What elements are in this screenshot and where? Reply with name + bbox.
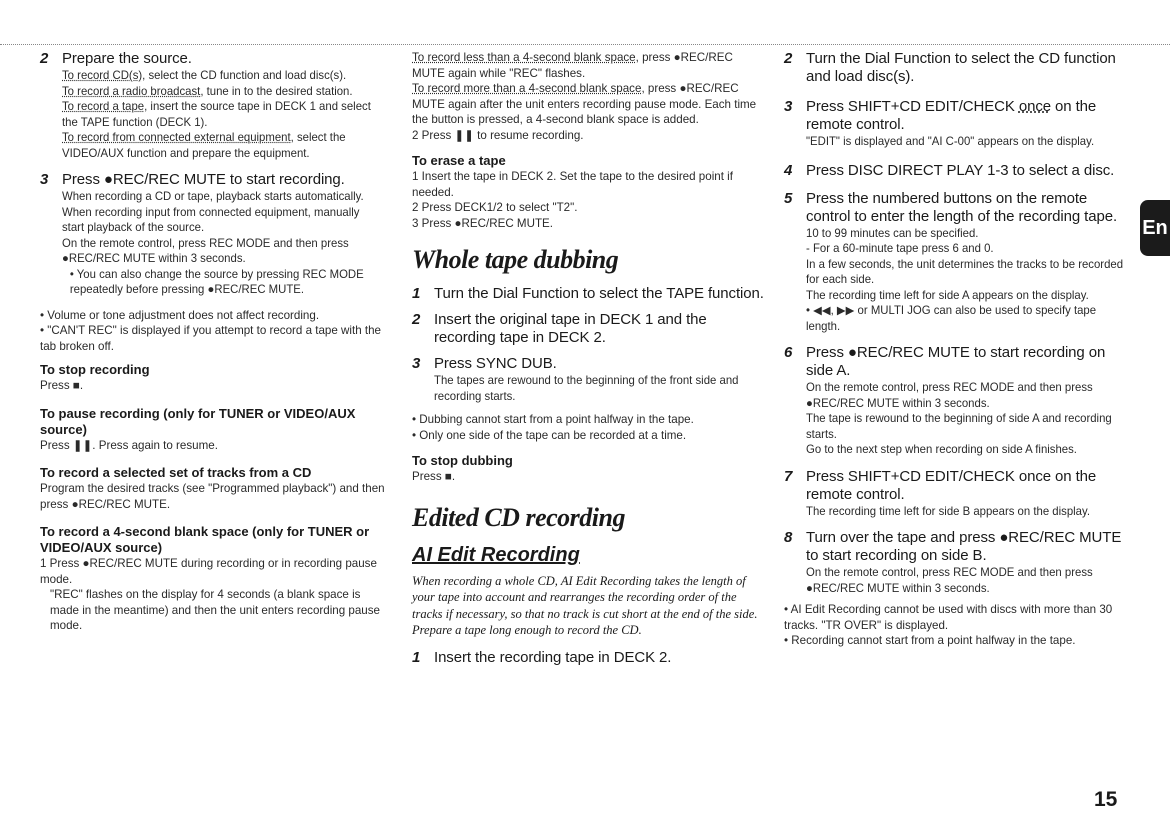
step-select-tape bbox=[412, 285, 764, 303]
step-record-side-b bbox=[784, 529, 1130, 596]
heading-stop-recording: To stop recording bbox=[40, 362, 150, 377]
step-number: 3 bbox=[412, 355, 421, 372]
top-rule bbox=[0, 44, 1170, 45]
bullet-note: • "CAN'T REC" is displayed if you attempt to record a tape with the tab broken off. bbox=[40, 324, 381, 353]
paragraph: - For a 60-minute tape press 6 and 0. bbox=[806, 242, 994, 255]
step-sync-dub bbox=[412, 355, 764, 404]
step-number: 2 bbox=[412, 311, 421, 328]
bullet-note: • AI Edit Recording cannot be used with discs with more than 30 tracks. "TR OVER" is displayed. bbox=[784, 603, 1113, 632]
step-number: 3 bbox=[784, 98, 793, 115]
step-edit-check bbox=[784, 98, 1130, 150]
language-tab: En bbox=[1140, 200, 1170, 256]
step-number: 3 bbox=[40, 171, 49, 188]
paragraph: 2 Press ❚❚ to resume recording. bbox=[412, 128, 584, 142]
paragraph: "EDIT" is displayed and "AI C-00" appears on the display. bbox=[806, 135, 1095, 148]
column-3 bbox=[784, 50, 1130, 649]
column-2 bbox=[412, 50, 764, 668]
step-title: Insert the recording tape in DECK 2. bbox=[434, 648, 672, 666]
step-title: Prepare the source. bbox=[62, 50, 192, 67]
paragraph: The tape is rewound to the beginning of side A and recording starts. bbox=[806, 412, 1112, 441]
paragraph: Press ■. bbox=[412, 470, 456, 483]
intro-paragraph: When recording a whole CD, AI Edit Recording takes the length of your tape into account and rearranges the recording order of the tracks if necessary, so that no track is cut short at the end of the side. Prepare a tape long enough to record the CD. bbox=[412, 573, 758, 637]
step-number: 8 bbox=[784, 529, 793, 546]
heading-pause-recording: To pause recording (only for TUNER or VIDEO/AUX source) bbox=[40, 405, 356, 437]
section-title-whole-tape-dubbing: Whole tape dubbing bbox=[412, 245, 619, 274]
paragraph: On the remote control, press REC MODE and then press ●REC/REC MUTE within 3 seconds. bbox=[806, 566, 1093, 595]
bullet-note: • Recording cannot start from a point halfway in the tape. bbox=[784, 634, 1076, 647]
step-tape-length bbox=[784, 190, 1130, 335]
heading-erase-tape: To erase a tape bbox=[412, 153, 506, 168]
heading-stop-dubbing: To stop dubbing bbox=[412, 453, 513, 468]
step-title: Press ●REC/REC MUTE to start recording. bbox=[62, 171, 345, 188]
paragraph: When recording a CD or tape, playback starts automatically. bbox=[62, 190, 364, 203]
step-title: Press SHIFT+CD EDIT/CHECK once on the remote control. bbox=[806, 467, 1097, 503]
paragraph: To record a radio broadcast, tune in to the desired station. bbox=[62, 84, 353, 98]
paragraph: The recording time left for side B appears on the display. bbox=[806, 504, 1090, 518]
paragraph: "REC" flashes on the display for 4 seconds (a blank space is made in the meantime) and then the unit enters recording pause mode. bbox=[50, 588, 380, 632]
paragraph: To record more than a 4-second blank space, press ●REC/REC MUTE again after the unit enters recording pause mode. Each time the button is pressed, a 4-second blank space is added. bbox=[412, 82, 757, 126]
heading-blank-space: To record a 4-second blank space (only for TUNER or VIDEO/AUX source) bbox=[40, 524, 370, 555]
bullet-note: • Only one side of the tape can be recorded at a time. bbox=[412, 428, 687, 442]
paragraph: Go to the next step when recording on side A finishes. bbox=[806, 443, 1077, 456]
step-insert-tapes bbox=[412, 311, 764, 347]
step-title: Turn the Dial Function to select the CD function and load disc(s). bbox=[806, 50, 1116, 85]
paragraph: In a few seconds, the unit determines the tracks to be recorded for each side. bbox=[806, 257, 1124, 286]
step-number: 2 bbox=[40, 50, 49, 67]
paragraph: On the remote control, press REC MODE and then press ●REC/REC MUTE within 3 seconds. bbox=[806, 381, 1093, 410]
paragraph: Press ❚❚. Press again to resume. bbox=[40, 438, 218, 452]
step-number: 1 bbox=[412, 648, 421, 666]
paragraph: 1 Insert the tape in DECK 2. Set the tape to the desired point if needed. bbox=[412, 170, 733, 199]
step-number: 2 bbox=[784, 50, 793, 67]
paragraph: To record a tape, insert the source tape in DECK 1 and select the TAPE function (DECK 1). bbox=[62, 100, 371, 129]
paragraph: The recording time left for side A appears on the display. bbox=[806, 288, 1089, 302]
step-title: Press SYNC DUB. bbox=[434, 355, 557, 372]
step-title: Press SHIFT+CD EDIT/CHECK once on the remote control. bbox=[806, 98, 1097, 133]
paragraph: 2 Press DECK1/2 to select "T2". bbox=[412, 201, 578, 214]
paragraph: 1 Press ●REC/REC MUTE during recording or in recording pause mode. bbox=[40, 557, 377, 586]
paragraph: • You can also change the source by pressing REC MODE repeatedly before pressing ●REC/REC MUTE. bbox=[69, 267, 364, 296]
step-number: 1 bbox=[412, 285, 421, 302]
subsection-title-ai-edit: AI Edit Recording bbox=[412, 543, 580, 566]
step-number: 7 bbox=[784, 467, 793, 485]
page-number: 15 bbox=[1094, 788, 1118, 811]
step-number: 4 bbox=[784, 161, 793, 179]
step-title: Press DISC DIRECT PLAY 1-3 to select a disc. bbox=[806, 161, 1115, 179]
step-record-side-a bbox=[784, 344, 1130, 458]
step-title: Insert the original tape in DECK 1 and the recording tape in DECK 2. bbox=[434, 311, 707, 346]
paragraph: Program the desired tracks (see "Programmed playback") and then press ●REC/REC MUTE. bbox=[40, 482, 385, 511]
section-title-edited-cd-recording: Edited CD recording bbox=[412, 502, 625, 532]
paragraph: Press ■. bbox=[40, 379, 84, 392]
step-number: 5 bbox=[784, 189, 793, 207]
step-title: Press the numbered buttons on the remote control to enter the length of the recording tape. bbox=[806, 189, 1118, 225]
step-prepare-source bbox=[40, 50, 390, 161]
step-title: Turn the Dial Function to select the TAPE function. bbox=[434, 285, 764, 302]
paragraph: To record from connected external equipment, select the VIDEO/AUX function and prepare the equipment. bbox=[62, 131, 346, 160]
paragraph: To record less than a 4-second blank space, press ●REC/REC MUTE again while "REC" flashes. bbox=[412, 51, 733, 80]
step-start-recording bbox=[40, 171, 390, 298]
step-select-cd bbox=[784, 50, 1130, 86]
column-1 bbox=[40, 50, 390, 634]
step-insert-recording-tape bbox=[412, 649, 764, 667]
step-disc-direct bbox=[784, 162, 1130, 180]
paragraph: • ◀◀, ▶▶ or MULTI JOG can also be used to specify tape length. bbox=[806, 304, 1097, 333]
bullet-note: • Volume or tone adjustment does not affect recording. bbox=[40, 308, 320, 322]
paragraph: To record CD(s), select the CD function and load disc(s). bbox=[62, 69, 347, 82]
heading-selected-tracks: To record a selected set of tracks from a CD bbox=[40, 465, 312, 480]
step-number: 6 bbox=[784, 344, 793, 361]
step-side-b-time bbox=[784, 468, 1130, 520]
bullet-note: • Dubbing cannot start from a point halfway in the tape. bbox=[412, 413, 694, 426]
paragraph: The tapes are rewound to the beginning of the front side and recording starts. bbox=[434, 374, 739, 403]
paragraph: On the remote control, press REC MODE and then press ●REC/REC MUTE within 3 seconds. bbox=[62, 236, 349, 265]
step-title: Turn over the tape and press ●REC/REC MUTE to start recording on side B. bbox=[806, 529, 1122, 564]
paragraph: 10 to 99 minutes can be specified. bbox=[806, 226, 979, 240]
step-title: Press ●REC/REC MUTE to start recording on side A. bbox=[806, 344, 1106, 379]
paragraph: When recording input from connected equipment, manually start playback of the source. bbox=[62, 205, 360, 234]
paragraph: 3 Press ●REC/REC MUTE. bbox=[412, 216, 553, 230]
